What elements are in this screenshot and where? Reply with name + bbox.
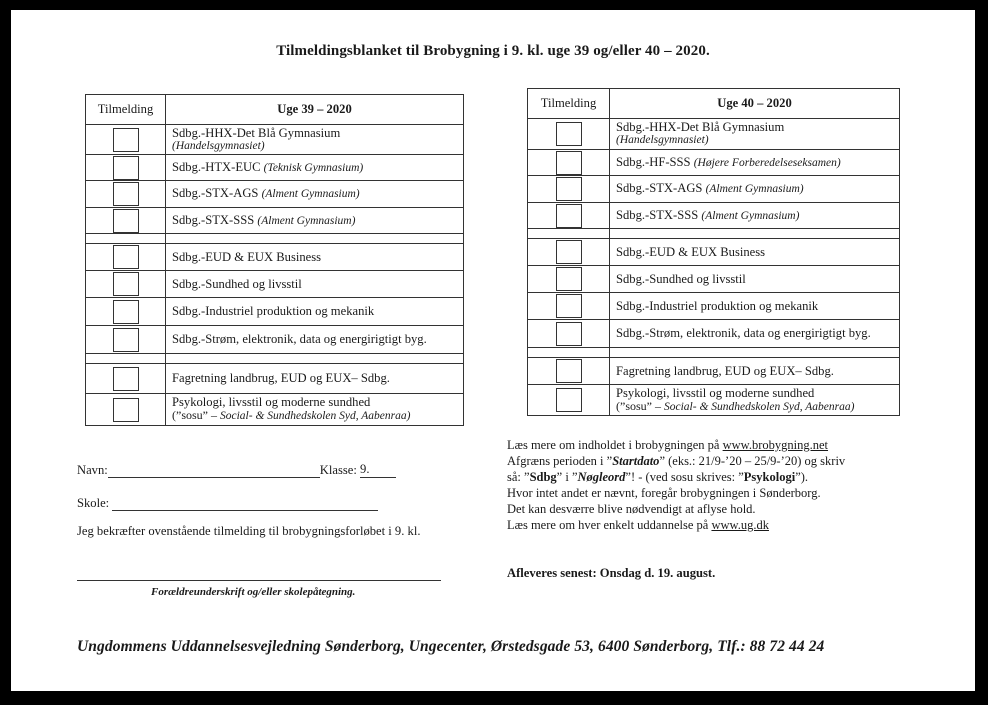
signup-checkbox[interactable]: [113, 245, 139, 269]
ug-link[interactable]: www.ug.dk: [711, 518, 769, 532]
row-label: Sdbg.-HHX-Det Blå Gymnasium: [616, 120, 785, 134]
row-label: Sdbg.-HHX-Det Blå Gymnasium: [172, 125, 341, 140]
table-spacer-row: [528, 229, 900, 239]
signup-checkbox[interactable]: [556, 388, 582, 412]
info-keyword: Startdato: [612, 454, 660, 468]
info-text: ”! - (ved sosu skrives: ”: [625, 470, 744, 484]
signature-caption: Forældreunderskrift og/eller skolepåtegning.: [151, 586, 356, 598]
row-label: Sdbg.-STX-AGS: [616, 181, 706, 195]
table-row: [86, 155, 464, 181]
row-sublabel: (Alment Gymnasium): [261, 188, 360, 200]
info-line-1: [507, 437, 947, 453]
signup-checkbox[interactable]: [113, 272, 139, 296]
signup-checkbox[interactable]: [556, 322, 582, 346]
row-label: Fagretning landbrug, EUD og EUX– Sdbg.: [172, 371, 390, 385]
row-label: Sdbg.-STX-AGS: [172, 186, 262, 200]
table-spacer-row: [86, 354, 464, 364]
table-spacer-row: [86, 234, 464, 244]
row-label: Sdbg.-Industriel produktion og mekanik: [172, 304, 375, 318]
row-label: Sdbg.-Strøm, elektronik, data og energirigtigt byg.: [172, 332, 427, 346]
table-row: [528, 150, 900, 176]
signature-line[interactable]: [77, 580, 441, 581]
navn-label: Navn:: [77, 463, 108, 477]
signup-checkbox[interactable]: [556, 359, 582, 383]
signup-checkbox[interactable]: [556, 267, 582, 291]
skole-field-row: [77, 496, 378, 511]
info-text: Afgræns perioden i ”: [507, 454, 613, 468]
week39-table: [85, 94, 464, 426]
table-row: [528, 176, 900, 203]
signup-checkbox[interactable]: [113, 300, 139, 324]
table-row: [86, 244, 464, 271]
table-row: [528, 203, 900, 229]
table-row: [86, 271, 464, 298]
navn-field-row: [77, 462, 396, 478]
brobygning-link[interactable]: www.brobygning.net: [722, 438, 829, 452]
row-label: Sdbg.-Strøm, elektronik, data og energirigtigt byg.: [616, 326, 871, 340]
info-text: ”).: [795, 470, 809, 484]
signup-checkbox[interactable]: [556, 294, 582, 318]
table-row: [86, 298, 464, 326]
row-sublabel: (Alment Gymnasium): [705, 183, 804, 195]
info-block: [507, 437, 947, 533]
row-sublabel: (”sosu” –: [172, 408, 220, 422]
signup-checkbox[interactable]: [556, 122, 582, 146]
row-sublabel: (Højere Forberedelseseksamen): [693, 156, 841, 169]
info-line-4: Hvor intet andet er nævnt, foregår brobygningen i Sønderborg.: [507, 486, 821, 500]
info-line-6: [507, 517, 947, 533]
row-sublabel: (Alment Gymnasium): [701, 209, 800, 222]
skole-label: Skole:: [77, 496, 110, 510]
table-row: [528, 239, 900, 266]
row-label: Sdbg.-EUD & EUX Business: [172, 249, 322, 264]
klasse-input[interactable]: [360, 462, 396, 478]
info-keyword: Nøgleord: [577, 470, 626, 484]
row-sublabel: (”sosu” –: [616, 398, 664, 413]
tilmelding-header: Tilmelding: [528, 89, 610, 119]
info-line-5: Det kan desværre blive nødvendigt at aflyse hold.: [507, 502, 756, 516]
confirm-text: Jeg bekræfter ovenstående tilmelding til brobygningsforløbet i 9. kl.: [77, 524, 421, 538]
info-text: Læs mere om indholdet i brobygningen på: [507, 438, 723, 452]
info-text: ” i ”: [556, 470, 578, 484]
form-title: Tilmeldingsblanket til Brobygning i 9. kl. uge 39 og/eller 40 – 2020.: [276, 43, 710, 59]
week-header: Uge 40 – 2020: [610, 89, 900, 119]
row-sublabel: (Alment Gymnasium): [257, 214, 356, 227]
info-keyword: Psykologi: [743, 470, 796, 484]
info-keyword: Sdbg: [529, 470, 557, 484]
signup-checkbox[interactable]: [113, 367, 139, 391]
table-header-row: [528, 89, 900, 119]
week40-table: [527, 88, 900, 416]
row-label: Sdbg.-HF-SSS: [616, 154, 694, 169]
signup-checkbox[interactable]: [113, 398, 139, 422]
row-label: Sdbg.-STX-SSS: [616, 207, 702, 222]
row-sublabel: (Handelsgymnasiet): [172, 139, 265, 152]
table-row: [528, 119, 900, 150]
row-label: Sdbg.-EUD & EUX Business: [616, 244, 766, 259]
tilmelding-header: Tilmelding: [86, 95, 166, 125]
row-label: Sdbg.-STX-SSS: [172, 212, 258, 227]
table-row: [528, 385, 900, 416]
row-label: Sdbg.-Sundhed og livsstil: [616, 271, 746, 286]
info-text: så: ”: [507, 470, 530, 484]
table-row: [528, 320, 900, 348]
table-row: [528, 358, 900, 385]
skole-input[interactable]: [112, 496, 378, 511]
row-sublabel: (Handelsgymnasiet): [616, 134, 709, 146]
row-sublabel-italic: Social- & Sundhedskolen Syd, Aabenraa): [220, 410, 411, 422]
row-label: Psykologi, livsstil og moderne sundhed: [616, 385, 815, 400]
info-line-2: [507, 453, 947, 469]
row-sublabel-italic: Social- & Sundhedskolen Syd, Aabenraa): [664, 400, 855, 413]
signup-checkbox[interactable]: [556, 177, 582, 201]
navn-input[interactable]: [108, 463, 320, 478]
row-sublabel: (Teknisk Gymnasium): [263, 161, 364, 174]
signup-checkbox[interactable]: [556, 204, 582, 228]
signup-checkbox[interactable]: [113, 128, 139, 152]
deadline-text: Afleveres senest: Onsdag d. 19. august.: [507, 566, 716, 580]
footer-address: Ungdommens Uddannelsesvejledning Sønderborg, Ungecenter, Ørstedsgade 53, 6400 Sønderborg, Tlf.: 88 72 44 24: [77, 638, 825, 655]
row-label: Sdbg.-Industriel produktion og mekanik: [616, 298, 819, 313]
table-row: [86, 181, 464, 208]
info-text: ” (eks.: 21/9-’20 – 25/9-’20) og skriv: [659, 454, 846, 468]
form-sheet: [11, 10, 975, 691]
table-spacer-row: [528, 348, 900, 358]
table-row: [86, 364, 464, 394]
table-row: [528, 293, 900, 320]
week-header: Uge 39 – 2020: [166, 95, 464, 125]
signup-checkbox[interactable]: [556, 240, 582, 264]
table-row: [86, 326, 464, 354]
klasse-value: 9.: [360, 462, 370, 476]
info-text: Læs mere om hver enkelt uddannelse på: [507, 518, 712, 532]
table-row: [86, 394, 464, 426]
table-header-row: [86, 95, 464, 125]
signup-checkbox[interactable]: [556, 151, 582, 175]
signup-checkbox[interactable]: [113, 209, 139, 233]
signup-checkbox[interactable]: [113, 328, 139, 352]
row-label: Fagretning landbrug, EUD og EUX– Sdbg.: [616, 363, 834, 378]
info-line-3: [507, 469, 947, 485]
table-row: [86, 208, 464, 234]
signup-checkbox[interactable]: [113, 156, 139, 180]
row-label: Psykologi, livsstil og moderne sundhed: [172, 395, 371, 409]
row-label: Sdbg.-HTX-EUC: [172, 159, 264, 174]
signup-checkbox[interactable]: [113, 182, 139, 206]
row-label: Sdbg.-Sundhed og livsstil: [172, 276, 302, 291]
table-row: [86, 125, 464, 155]
klasse-label: Klasse:: [319, 463, 361, 477]
table-row: [528, 266, 900, 293]
